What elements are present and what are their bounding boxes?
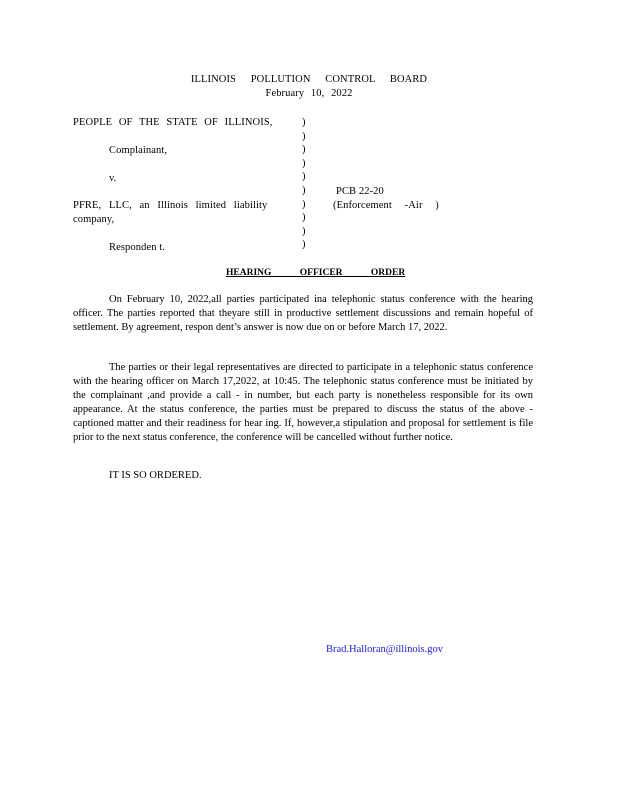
paragraph-status: On February 10, 2022,all parties participated ina telephonic status conference with the hearing officer. The parties reported that theyare still in productive settlement discussions and remain hopeful of settlement. By agreement, respon dent’s answer is now due on or before March 17, 2022. bbox=[73, 294, 533, 333]
order-date: February 10, 2022 bbox=[265, 88, 353, 99]
defendant-role: Responden t. bbox=[109, 242, 166, 253]
caption-paren: ) bbox=[302, 225, 306, 237]
caption-paren: ) bbox=[302, 185, 306, 196]
case-type: (Enforcement -Air ) bbox=[333, 200, 439, 211]
caption-paren: ) bbox=[302, 157, 306, 169]
caption-paren: ) bbox=[302, 198, 306, 210]
caption-paren: ) bbox=[302, 239, 306, 251]
caption-paren: ) bbox=[302, 171, 306, 183]
plaintiff-name: PEOPLE OF THE STATE OF ILLINOIS, bbox=[73, 117, 273, 128]
agency-title: ILLINOIS POLLUTION CONTROL BOARD bbox=[190, 74, 428, 85]
plaintiff-role: Complainant, bbox=[109, 145, 168, 156]
versus-label: v. bbox=[109, 173, 117, 184]
defendant-name-line1: PFRE, LLC, an Illinois limited liability bbox=[73, 200, 268, 211]
defendant-name-line2: company, bbox=[73, 214, 115, 225]
case-number: PCB 22-20 bbox=[336, 186, 384, 197]
paragraph-ordered: IT IS SO ORDERED. bbox=[109, 470, 202, 481]
caption-paren: ) bbox=[302, 130, 306, 142]
caption-paren: ) bbox=[302, 117, 306, 128]
caption-paren: ) bbox=[302, 212, 306, 224]
paragraph-directive: The parties or their legal representatives are directed to participate in a telephonic status conference with the hearing officer on March 17,2022, at 10:45. The telephonic status conference must be initiated by the complainant ,and provide a call - in number, but each party is nonetheless responsible for its own appearance. At the status conference, the parties must be prepared to discuss the status of the above -captioned matter and their readiness for hear ing. If, however,a stipulation and proposal for settlement is file prior to the next status conference, the conference will be cancelled without further notice. bbox=[73, 362, 533, 443]
caption-paren: ) bbox=[302, 144, 306, 156]
signature-email[interactable]: Brad.Halloran@illinois.gov bbox=[326, 644, 443, 655]
order-heading: HEARING OFFICER ORDER bbox=[226, 268, 406, 278]
